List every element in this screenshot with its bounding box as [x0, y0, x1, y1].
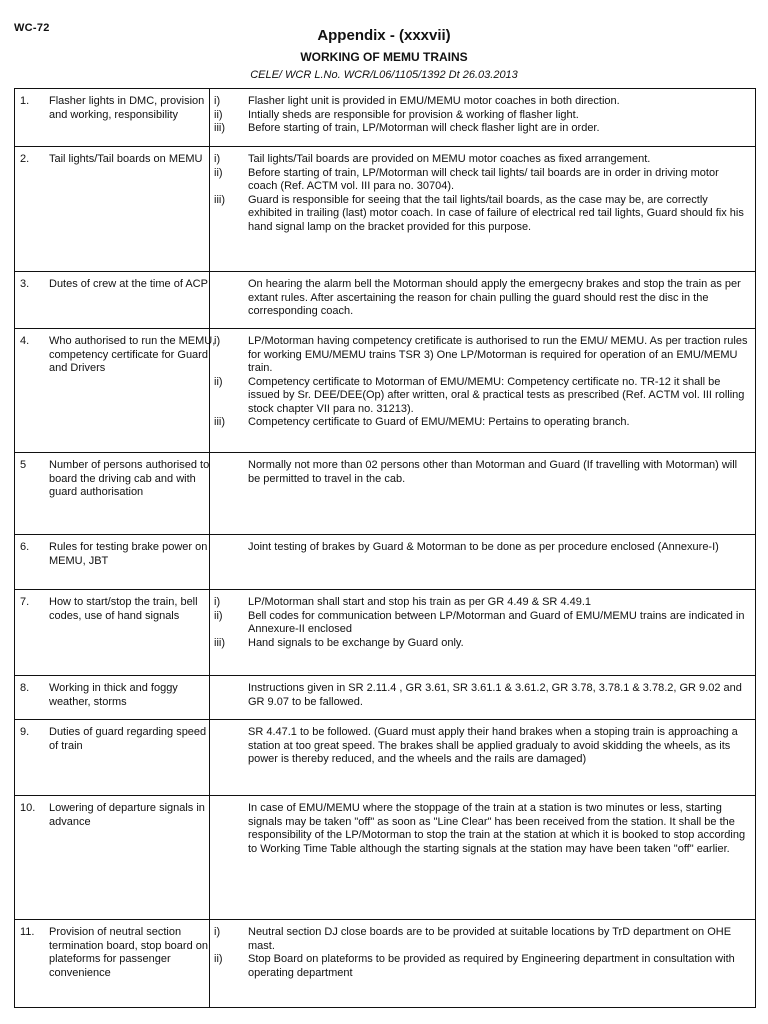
row-topic: Dutes of crew at the time of ACP	[49, 278, 208, 290]
row-content	[214, 802, 749, 856]
point-label: i)	[214, 335, 221, 347]
point-text: Intially sheds are responsible for provision & working of flasher light.	[248, 108, 579, 121]
content-point	[214, 335, 749, 376]
row-topic: Rules for testing brake power on MEMU, JBT	[49, 541, 208, 567]
column-divider	[209, 796, 210, 919]
point-label: iii)	[214, 416, 225, 428]
table-row	[14, 719, 756, 796]
point-label: i)	[214, 596, 221, 608]
point-text: Competency certificate to Guard of EMU/MEMU: Pertains to operating branch.	[248, 416, 630, 428]
row-topic: Who authorised to run the MEMU, competency certificate for Guard and Drivers	[49, 335, 216, 374]
content-point	[214, 109, 749, 123]
row-topic: How to start/stop the train, bell codes, use of hand signals	[49, 596, 198, 622]
row-content	[214, 335, 749, 430]
row-number: 5	[20, 459, 27, 471]
point-text: Before starting of train, LP/Motorman will check flasher light are in order.	[248, 122, 600, 134]
point-text: Tail lights/Tail boards are provided on MEMU motor coaches as fixed arrangement.	[248, 153, 651, 165]
table-row	[14, 328, 756, 453]
table-row	[14, 452, 756, 535]
content-point	[214, 95, 749, 109]
point-text: LP/Motorman having competency cretificate is authorised to run the EMU/ MEMU. As per traction rules for working EMU/MEMU trains TSR 3) One LP/Motorman is required for operation of an EMU/MEMU train.	[248, 335, 748, 374]
point-label: i)	[214, 926, 221, 938]
row-content	[214, 541, 749, 555]
point-text: Hand signals to be exchange by Guard only.	[248, 636, 464, 649]
table-row	[14, 88, 756, 147]
row-number: 1.	[20, 95, 30, 107]
column-divider	[209, 272, 210, 328]
column-divider	[209, 453, 210, 534]
column-divider	[209, 720, 210, 795]
content-point	[214, 167, 749, 194]
content-point	[214, 122, 749, 136]
column-divider	[209, 535, 210, 589]
content-paragraph: In case of EMU/MEMU where the stoppage of the train at a station is two minutes or less, starting signals may be taken "off" as soon as "Line Clear" has been received from the station. It shall be the responsibility of the LP/Motorman to stop the train at the station at which it is booked to stop according to Working Time Table although the starting signals at the station may have been taken "off" earlier.	[248, 802, 746, 855]
content-point	[214, 376, 749, 417]
content-point	[214, 194, 749, 235]
row-number: 10.	[20, 802, 36, 814]
content-point	[214, 953, 749, 980]
content-point	[214, 926, 749, 953]
content-paragraph: Instructions given in SR 2.11.4 , GR 3.61, SR 3.61.1 & 3.61.2, GR 3.78, 3.78.1 & 3.78.2, GR 9.02 and GR 9.07 to be fallowed.	[248, 682, 742, 708]
column-divider	[209, 329, 210, 452]
letter-reference: CELE/ WCR L.No. WCR/L06/1105/1392 Dt 26.03.2013	[250, 69, 518, 81]
point-text: Flasher light unit is provided in EMU/MEMU motor coaches in both direction.	[248, 95, 620, 107]
column-divider	[209, 590, 210, 675]
table-row	[14, 795, 756, 920]
row-content	[214, 153, 749, 234]
table-row	[14, 919, 756, 1008]
table-row	[14, 675, 756, 720]
content-point	[214, 416, 749, 430]
row-topic: Working in thick and foggy weather, storms	[49, 682, 178, 708]
point-label: iii)	[214, 636, 225, 649]
page-title: Appendix - (xxxvii)	[317, 27, 451, 44]
row-number: 9.	[20, 726, 30, 738]
point-label: i)	[214, 153, 221, 165]
point-text: Guard is responsible for seeing that the tail lights/tail boards, as the case may be, are correctly exhibited in trailing (last) motor coach. In case of failure of electrical red tail lights, Guard should fix his hand signal lamp on the bracket provided for this purpose.	[248, 193, 744, 233]
table-row	[14, 271, 756, 329]
point-text: Neutral section DJ close boards are to be provided at suitable locations by TrD department on OHE mast.	[248, 926, 732, 952]
row-topic: Lowering of departure signals in advance	[49, 802, 205, 828]
column-divider	[209, 920, 210, 1007]
row-content	[214, 459, 749, 486]
row-content	[214, 95, 749, 136]
point-label: ii)	[214, 108, 223, 121]
content-paragraph: SR 4.47.1 to be followed. (Guard must apply their hand brakes when a stoping train is approaching a station at too great speed. The brakes shall be applied gradualy to avoid skidding the wheels, as its power is thereby reduced, and the wheels and the rails are damaged)	[248, 726, 738, 765]
column-divider	[209, 89, 210, 146]
point-text: LP/Motorman shall start and stop his train as per GR 4.49 & SR 4.49.1	[248, 596, 592, 608]
row-topic: Provision of neutral section termination board, stop board on plateforms for passenger convenience	[49, 926, 208, 979]
column-divider	[209, 676, 210, 719]
row-topic: Flasher lights in DMC, provision and working, responsibility	[49, 95, 205, 121]
row-number: 7.	[20, 596, 30, 608]
content-point	[214, 153, 749, 167]
point-label: ii)	[214, 609, 223, 622]
row-number: 8.	[20, 682, 30, 694]
point-label: i)	[214, 95, 221, 107]
row-content	[214, 926, 749, 980]
content-paragraph: Normally not more than 02 persons other than Motorman and Guard (If travelling with Motorman) will be permitted to travel in the cab.	[248, 459, 738, 485]
point-text: Bell codes for communication between LP/Motorman and Guard of EMU/MEMU trains are indicated in Annexure-II enclosed	[248, 609, 745, 635]
content-paragraph: Joint testing of brakes by Guard & Motorman to be done as per procedure enclosed (Annexure-I)	[248, 541, 719, 553]
table-row	[14, 146, 756, 272]
row-number: 4.	[20, 335, 30, 347]
content-point	[214, 596, 749, 610]
point-label: ii)	[214, 166, 223, 179]
row-content	[214, 278, 749, 319]
row-number: 6.	[20, 541, 30, 553]
row-content	[214, 596, 749, 650]
row-number: 11.	[20, 926, 35, 938]
row-number: 3.	[20, 278, 30, 290]
point-label: ii)	[214, 375, 223, 388]
point-text: Before starting of train, LP/Motorman will check tail lights/ tail boards are in order in driving motor coach (Ref. ACTM vol. III para no. 30704).	[248, 166, 719, 192]
point-label: iii)	[214, 193, 225, 206]
content-point	[214, 610, 749, 637]
column-divider	[209, 147, 210, 271]
row-content	[214, 726, 749, 767]
row-content	[214, 682, 749, 709]
point-label: iii)	[214, 122, 225, 134]
point-text: Competency certificate to Motorman of EMU/MEMU: Competency certificate no. TR-12 it shall be issued by Sr. DEE/DEE(Op) after written, oral & practical tests as prescribed (Ref. ACTM vol. III rolling stock chapter VII para no. 31213).	[248, 375, 745, 415]
row-topic: Tail lights/Tail boards on MEMU	[49, 153, 203, 165]
point-text: Stop Board on plateforms to be provided as required by Engineering department in consultation with operating department	[248, 953, 735, 979]
page-subtitle: WORKING OF MEMU TRAINS	[300, 50, 468, 64]
document-code: WC-72	[14, 22, 50, 34]
row-topic: Number of persons authorised to board the driving cab and with guard authorisation	[49, 459, 210, 498]
table-row	[14, 534, 756, 590]
point-label: ii)	[214, 953, 223, 965]
row-topic: Duties of guard regarding speed of train	[49, 726, 207, 752]
row-number: 2.	[20, 153, 30, 165]
content-point	[214, 637, 749, 651]
table-row	[14, 589, 756, 676]
content-paragraph: On hearing the alarm bell the Motorman should apply the emergecny brakes and stop the train as per extant rules. After ascertaining the reason for chain pulling the guard should rest the disc in the corresponding coach.	[248, 278, 741, 317]
